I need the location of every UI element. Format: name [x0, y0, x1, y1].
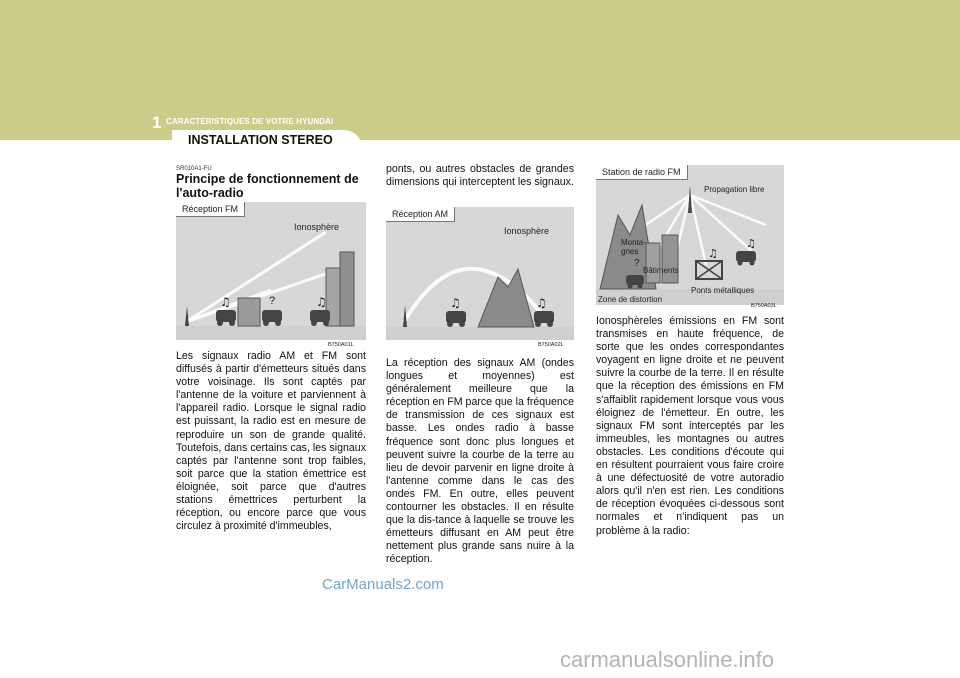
mountains-label: Monta- gnes — [621, 238, 646, 256]
am-ionosphere-label: Ionosphère — [504, 226, 550, 236]
section-code: SR010A1-FU — [176, 166, 212, 172]
station-figure-code: B750A03L — [751, 303, 777, 309]
free-propagation-label: Propagation libre — [704, 185, 765, 194]
svg-text:♫: ♫ — [708, 247, 718, 260]
figure-fm-reception — [176, 202, 366, 348]
paragraph-col2-top: ponts, ou autres obstacles de grandes dimensions qui interceptent les signaux. — [386, 163, 574, 189]
fm-figure-code: B750A01L — [328, 342, 354, 348]
figure-am-reception — [386, 207, 574, 348]
am-box-label: Réception AM — [386, 207, 455, 222]
fm-box-label: Réception FM — [176, 202, 245, 217]
page-number: 116 — [148, 139, 163, 149]
station-question-mark: ? — [634, 258, 640, 269]
buildings-label: Bâtiments — [643, 266, 679, 275]
fm-ionosphere-label: Ionosphère — [294, 222, 340, 232]
paragraph-col2-bottom: La réception des signaux AM (ondes longues et moyennes) est généralement meilleure que la réception en FM parce que la fréquence de transmission de ces signaux est basse. Les ondes radio à basse fréquence sont donc plus longues et peuvent suivre la courbe de la terre au lieu de devoir parvenir en ligne droite à l'antenne comme dans le cas des ondes FM. En outre, elles peuvent contourner les obstacles. Il en résulte que la dis-tance à laquelle se trouve les émetteurs diffusant en AM peut être nettement plus grande sans nuire à la réception. — [386, 357, 574, 566]
svg-text:♫: ♫ — [316, 295, 327, 309]
chapter-number: 1 — [152, 113, 162, 132]
svg-text:♫: ♫ — [450, 296, 461, 310]
metal-bridges-label: Ponts métalliques — [691, 286, 755, 295]
paragraph-col1: Les signaux radio AM et FM sont diffusés à partir d'émetteurs situés dans votre voisinage. Ils sont captés par l'antenne de la voiture et parviennent à l'appareil radio. Lorsque le signal radio est puissant, la radio est en mesure de reproduire un son de grande qualité. Toutefois, dans certains cas, les signaux captés par l'antenne sont trop faibles, soit parce que la station émettrice est éloignée, soit parce que d'autres stations émettrices perturbent la réception, ou encore parce que vous circulez à proximité d'immeubles, — [176, 350, 366, 533]
svg-text:♫: ♫ — [536, 296, 547, 310]
watermark-carmanualsonline: carmanualsonline.info — [560, 647, 775, 672]
svg-text:♫: ♫ — [220, 295, 231, 309]
distortion-zone-label: Zone de distortion — [598, 295, 663, 304]
station-box-label: Station de radio FM — [596, 165, 688, 180]
header-band — [0, 0, 960, 140]
watermark-carmanuals2: CarManuals2.com — [322, 576, 444, 593]
section-title: INSTALLATION STEREO — [188, 133, 333, 147]
chapter-title: CARACTÉRISTIQUES DE VOTRE HYUNDAI — [166, 117, 334, 126]
fm-question-mark: ? — [269, 295, 276, 307]
svg-text:♫: ♫ — [746, 237, 756, 250]
am-figure-code: B750A02L — [538, 342, 564, 348]
paragraph-col3: Ionosphèreles émissions en FM sont transmises en haute fréquence, de sorte que les ondes correspondantes voyagent en ligne droite et ne peuvent suivre la courbe de la terre. Il en résulte que la réception des émissions en FM s'affaiblit rapidement lorsque vous vous éloignez de l'émetteur. En outre, les signaux FM sont interceptés par les immeubles, les montagnes ou autres obstacles. Les conditions d'écoute qui en résultent pourraient vous faire croire à une défectuosité de votre autoradio alors qu'il n'en est rien. Les conditions de réception évoquées ci-dessous sont normales et n'indiquent pas un problème à la radio: — [596, 315, 784, 537]
figure-fm-station — [596, 165, 784, 309]
section-heading: Principe de fonctionnement de l'auto-radio — [176, 172, 359, 200]
